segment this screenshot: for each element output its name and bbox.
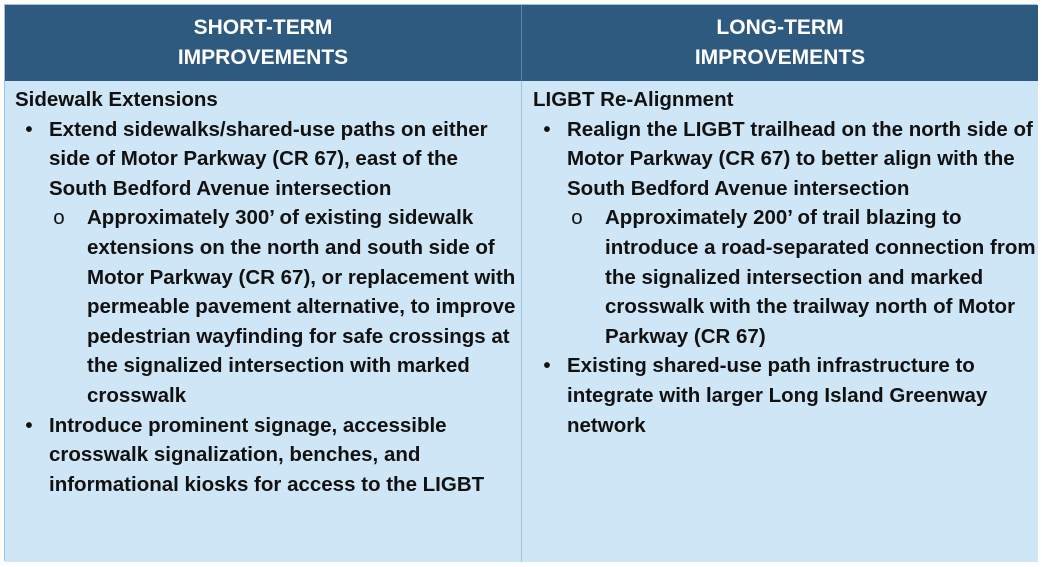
bullet-icon: •: [543, 117, 551, 141]
sub-bullet-icon: o: [53, 206, 65, 230]
header-short-term: [5, 5, 521, 81]
bullet-icon: •: [543, 354, 551, 378]
list-item: [533, 115, 1038, 352]
short-term-section-title: Sidewalk Extensions: [15, 88, 218, 111]
sub-list-item: [567, 203, 1038, 351]
sub-list: [567, 203, 1038, 351]
sub-list-item: [49, 203, 521, 410]
sub-list-item-text: Approximately 300’ of existing sidewalk extensions on the north and south side of Motor Parkway (CR 67), or replacement with permeable pavement alternative, to improve pedestrian wayfinding for safe crossings at the signalized intersection with marked crosswalk: [87, 206, 516, 407]
list-item: [15, 115, 521, 411]
sub-bullet-icon: o: [571, 206, 583, 230]
header-long-term: [521, 5, 1038, 81]
header-short-term-line1: SHORT-TERM: [193, 16, 333, 39]
list-item-text: Extend sidewalks/shared-use paths on either side of Motor Parkway (CR 67), east of the South Bedford Avenue intersection: [49, 117, 488, 200]
header-long-term-line1: LONG-TERM: [716, 16, 844, 39]
sub-list-item-text: Approximately 200’ of trail blazing to introduce a road-separated connection from the signalized intersection and marked crosswalk with the trailway north of Motor Parkway (CR 67): [605, 206, 1036, 348]
list-item: [533, 351, 1038, 440]
long-term-list: [533, 115, 1038, 441]
list-item: [15, 411, 521, 500]
header-short-term-line2: IMPROVEMENTS: [177, 46, 349, 69]
list-item-text: Realign the LIGBT trailhead on the north side of Motor Parkway (CR 67) to better align with the South Bedford Avenue intersection: [567, 117, 1033, 200]
short-term-cell: [5, 81, 521, 562]
long-term-section-title: LIGBT Re-Alignment: [533, 88, 734, 111]
list-item-text: Existing shared-use path infrastructure to integrate with larger Long Island Greenway network: [567, 354, 988, 437]
long-term-cell: [521, 81, 1038, 562]
short-term-list: [15, 115, 521, 500]
bullet-icon: •: [25, 413, 33, 437]
bullet-icon: •: [25, 117, 33, 141]
sub-list: [49, 203, 521, 410]
list-item-text: Introduce prominent signage, accessible crosswalk signalization, benches, and informational kiosks for access to the LIGBT: [49, 413, 485, 496]
header-long-term-line2: IMPROVEMENTS: [694, 46, 866, 69]
improvements-table: [4, 4, 1037, 561]
